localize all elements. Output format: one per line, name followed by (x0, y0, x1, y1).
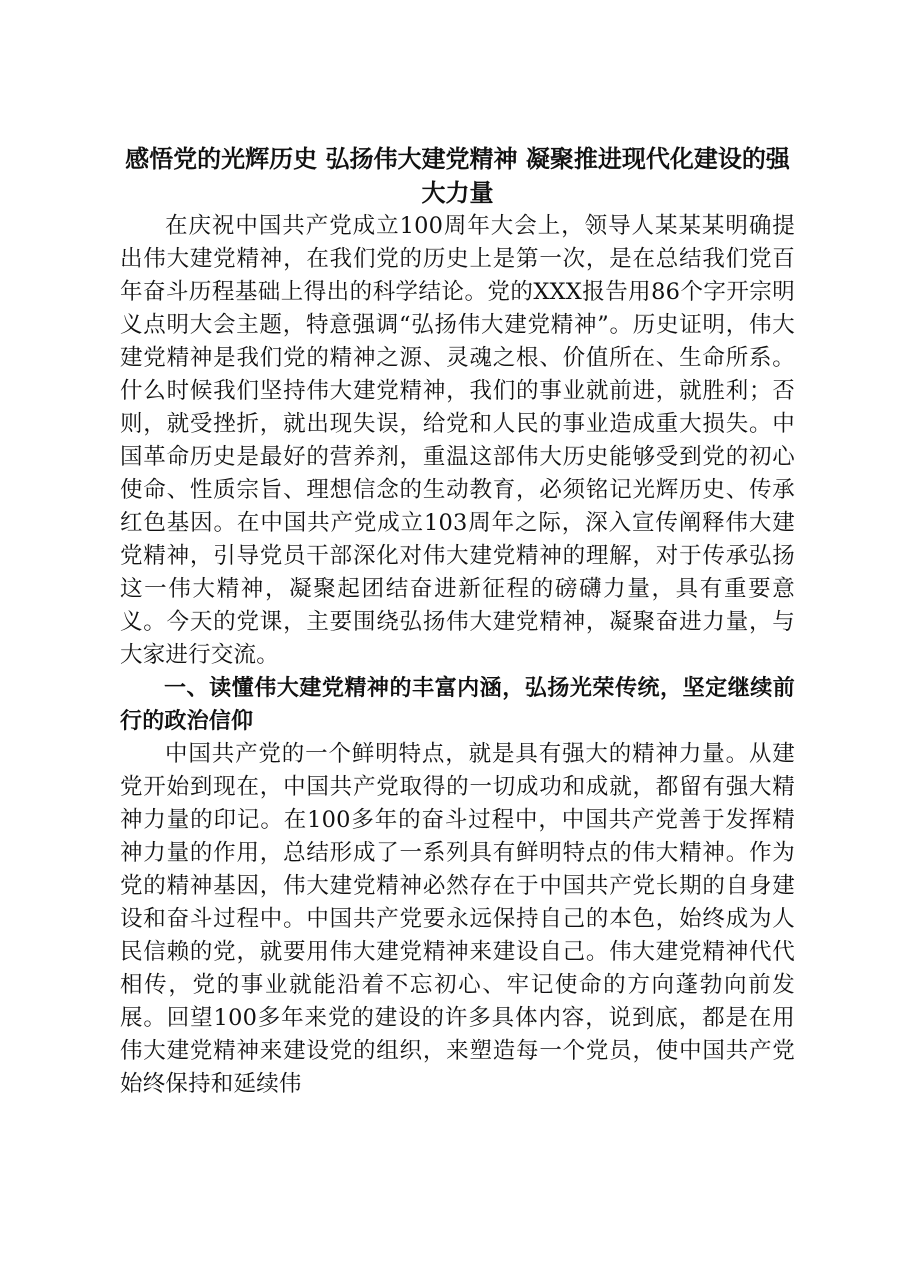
section-paragraph-1: 中国共产党的一个鲜明特点，就是具有强大的精神力量。从建党开始到现在，中国共产党取得的一切成功和成就，都留有强大精神力量的印记。在100多年的奋斗过程中，中国共产党善于发挥精神力量的作用，总结形成了一系列具有鲜明特点的伟大精神。作为党的精神基因，伟大建党精神必然存在于中国共产党长期的自身建设和奋斗过程中。中国共产党要永远保持自己的本色，始终成为人民信赖的党，就要用伟大建党精神来建设自己。伟大建党精神代代相传，党的事业就能沿着不忘初心、牢记使命的方向蓬勃向前发展。回望100多年来党的建设的许多具体内容，说到底，都是在用伟大建党精神来建设党的组织，来塑造每一个党员，使中国共产党始终保持和延续伟 (120, 741, 795, 1097)
section-heading-1: 一、读懂伟大建党精神的丰富内涵，弘扬光荣传统，坚定继续前行的政治信仰 (120, 676, 795, 734)
intro-paragraph: 在庆祝中国共产党成立100周年大会上，领导人某某某明确提出伟大建党精神，在我们党的历史上是第一次，是在总结我们党百年奋斗历程基础上得出的科学结论。党的XXX报告用86个字开宗明义点明大会主题，特意强调“弘扬伟大建党精神”。历史证明，伟大建党精神是我们党的精神之源、灵魂之根、价值所在、生命所系。什么时候我们坚持伟大建党精神，我们的事业就前进，就胜利；否则，就受挫折，就出现失误，给党和人民的事业造成重大损失。中国革命历史是最好的营养剂，重温这部伟大历史能够受到党的初心使命、性质宗旨、理想信念的生动教育，必须铭记光辉历史、传承红色基因。在中国共产党成立103周年之际，深入宣传阐释伟大建党精神，引导党员干部深化对伟大建党精神的理解，对于传承弘扬这一伟大精神，凝聚起团结奋进新征程的磅礴力量，具有重要意义。今天的党课，主要围绕弘扬伟大建党精神，凝聚奋进力量，与大家进行交流。 (120, 213, 795, 668)
document-body (120, 142, 795, 1101)
document-title: 感悟党的光辉历史 弘扬伟大建党精神 凝聚推进现代化建设的强大力量 (125, 144, 790, 207)
